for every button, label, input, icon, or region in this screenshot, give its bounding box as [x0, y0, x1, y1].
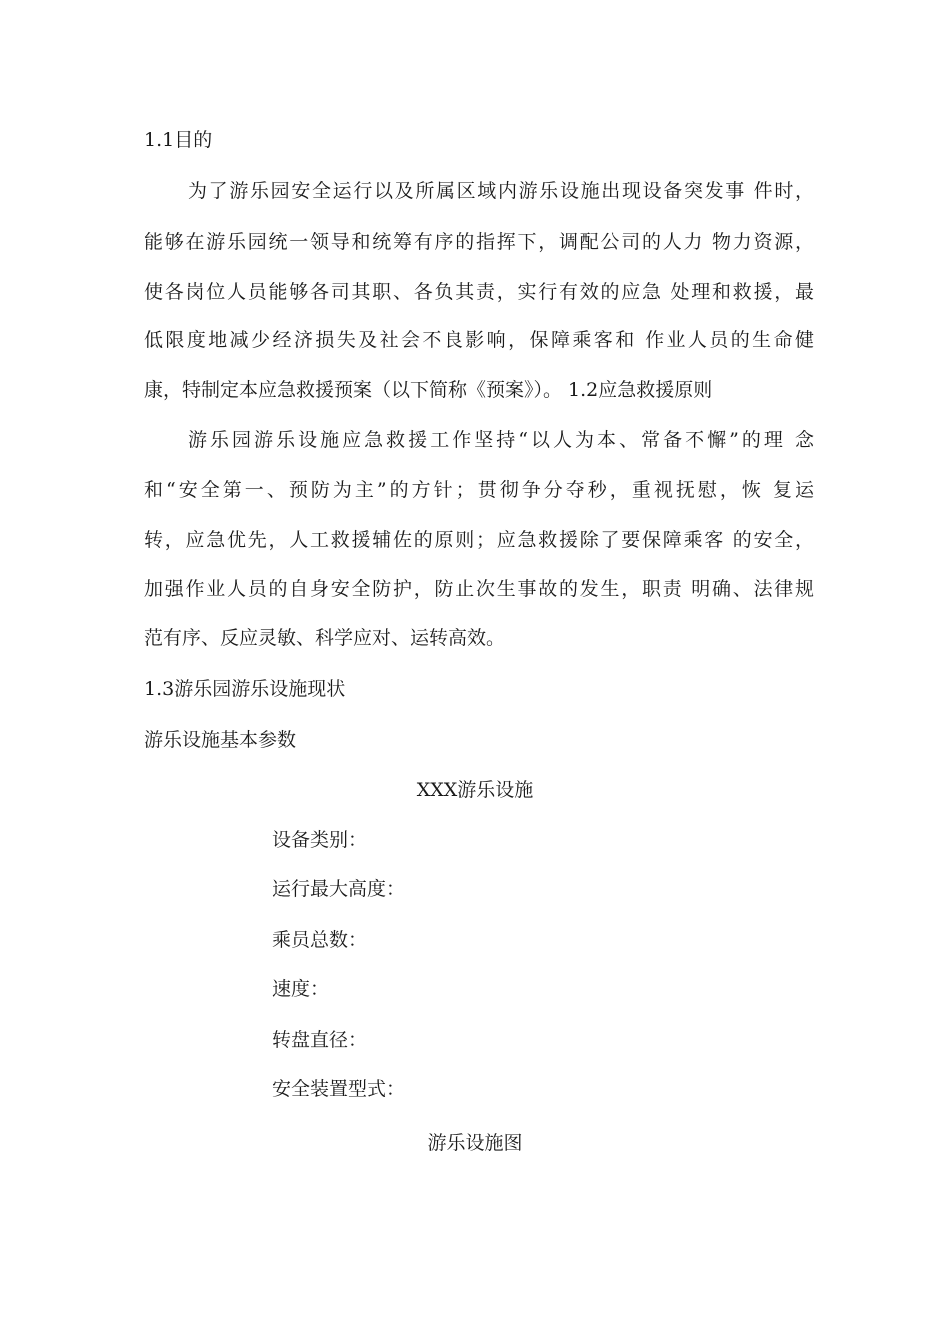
paragraph-line: 低限度地减少经济损失及社会不良影响，保障乘客和 作业人员的生命健 — [144, 329, 814, 351]
section-heading-purpose: 1.1目的 — [144, 129, 213, 151]
param-max-height: 运行最大高度： — [272, 878, 406, 900]
paragraph-line: 为了游乐园安全运行以及所属区域内游乐设施出现设备突发事 件时， — [188, 180, 814, 202]
facility-title: XXX游乐设施 — [416, 779, 534, 801]
paragraph-line: 能够在游乐园统一领导和统筹有序的指挥下，调配公司的人力 物力资源， — [144, 231, 814, 253]
section-heading-status: 1.3游乐园游乐设施现状 — [144, 678, 346, 700]
paragraph-line: 使各岗位人员能够各司其职、各负其责，实行有效的应急 处理和救援，最 — [144, 281, 814, 303]
paragraph-line: 转，应急优先，人工救援辅佐的原则；应急救援除了要保障乘客 的安全， — [144, 529, 814, 551]
param-safety-device-type: 安全装置型式： — [272, 1078, 406, 1100]
figure-caption: 游乐设施图 — [427, 1132, 523, 1154]
param-equipment-category: 设备类别： — [272, 829, 368, 851]
paragraph-line: 范有序、反应灵敏、科学应对、运转高效。 — [144, 627, 506, 649]
paragraph-line: 加强作业人员的自身安全防护，防止次生事故的发生，职责 明确、法律规 — [144, 578, 814, 600]
param-turntable-diameter: 转盘直径： — [272, 1029, 368, 1051]
paragraph-line: 康，特制定本应急救援预案（以下简称《预案》）。 1.2应急救援原则 — [144, 379, 713, 401]
paragraph-line: 游乐园游乐设施应急救援工作坚持“以人为本、常备不懈”的理 念 — [188, 429, 814, 451]
subheading-parameters: 游乐设施基本参数 — [144, 729, 297, 751]
param-speed: 速度： — [272, 978, 330, 1000]
param-total-passengers: 乘员总数： — [272, 929, 368, 951]
paragraph-line: 和“安全第一、预防为主”的方针；贯彻争分夺秒，重视抚慰，恢 复运 — [144, 479, 814, 501]
